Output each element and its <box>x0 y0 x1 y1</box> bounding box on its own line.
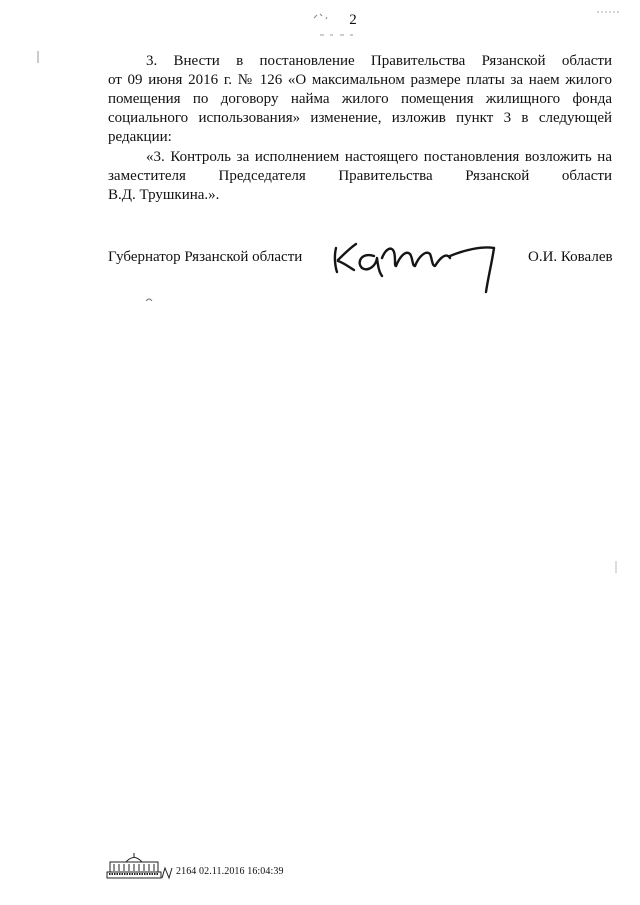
scan-speck-mark-2 <box>144 296 154 304</box>
scan-edge-mark <box>596 8 622 16</box>
scan-margin-mark <box>36 50 40 64</box>
quote-line-2: заместителя Председателя Правительства Рязанской области <box>108 168 612 184</box>
paragraph-line-1: 3. Внести в постановление Правительства Рязанской области <box>146 53 612 69</box>
paragraph-line-2: от 09 июня 2016 г. № 126 «О максимальном размере платы за наем жилого <box>108 72 612 88</box>
paragraph-line-3: помещения по договору найма жилого помещения жилищного фонда <box>108 91 612 107</box>
scan-margin-mark-2 <box>614 560 618 574</box>
signatory-position: Губернатор Рязанской области <box>108 249 303 265</box>
handwritten-signature <box>322 236 512 298</box>
quote-line-1: «3. Контроль за исполнением настоящего постановления возложить на <box>146 149 612 165</box>
paragraph-line-4: социального использования» изменение, изложив пункт 3 в следующей <box>108 110 612 126</box>
registration-stamp: 2164 02.11.2016 16:04:39 <box>176 866 284 877</box>
signatory-name: О.И. Ковалев <box>528 249 613 265</box>
scan-speck-mark <box>310 10 340 24</box>
paragraph-line-5: редакции: <box>108 129 172 145</box>
page-number: 2 <box>349 12 357 28</box>
scan-dash-mark <box>318 32 362 38</box>
number-sign-icon <box>160 866 174 880</box>
quote-line-3: В.Д. Трушкина.». <box>108 187 220 203</box>
registry-building-logo <box>104 852 164 882</box>
